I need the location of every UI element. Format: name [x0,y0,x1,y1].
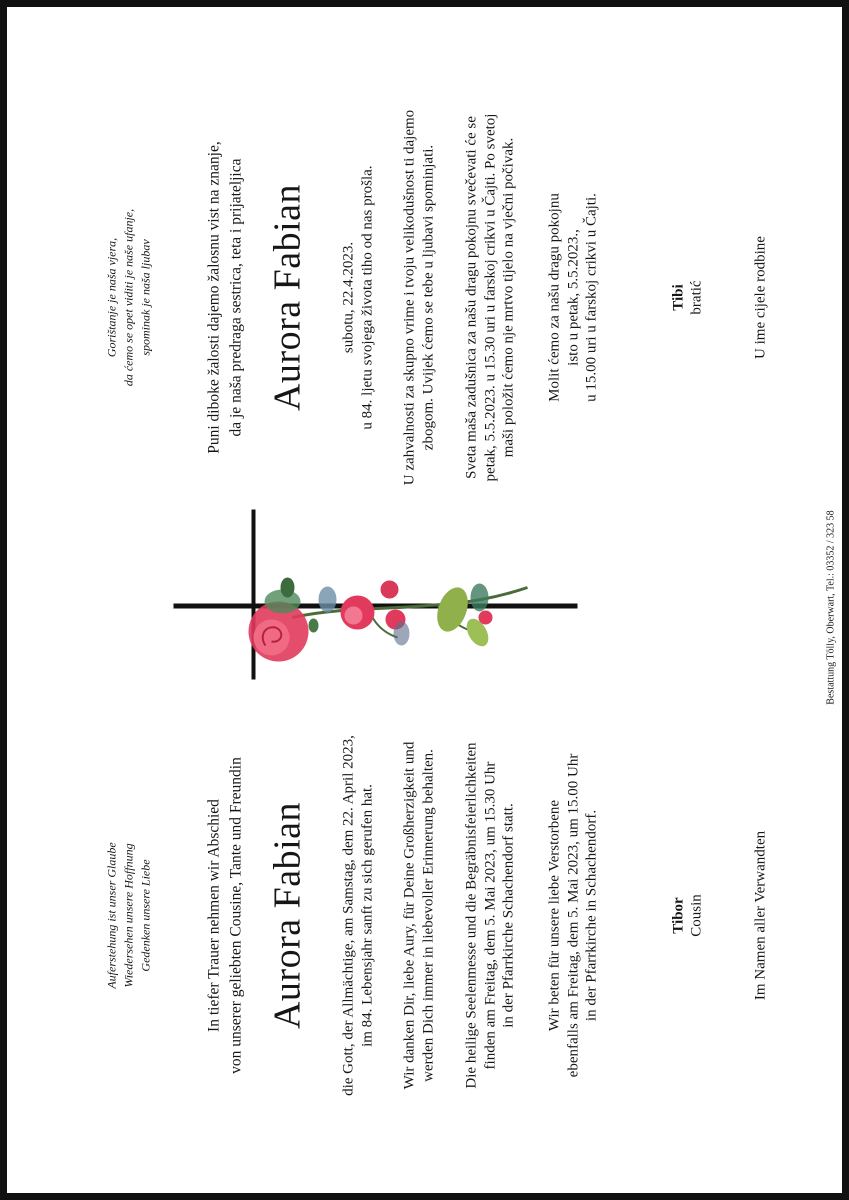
funeral-home-footer: Bestattung Tölly, Oberwart, Tel.: 03352 / 323 58 [825,509,836,705]
deceased-name-german: Aurora Fabian [266,801,308,1029]
text-line: im 84. Lebensjahr sanft zu sich gerufen hat. [358,783,375,1047]
croatian-death-notice [339,17,376,577]
german-motto [103,635,154,1195]
croatian-motto [103,17,154,577]
german-signature [669,635,705,1195]
signer-name: Tibi [670,283,686,311]
text-line: petak, 5.5.2023. u 15.30 uri u farskoj crikvi u Čajti. Po svetoj [481,113,498,481]
text-line: subotu, 22.4.2023. [340,241,356,353]
croatian-mass [462,17,518,577]
deceased-name-croatian: Aurora Fabian [266,183,308,411]
text-line: in der Pfarrkirche Schachendorf statt. [500,802,516,1028]
rotated-content [7,7,849,1200]
text-line: die Gott, der Allmächtige, am Samstag, dem 22. April 2023, [340,734,356,1096]
croatian-prayer [545,17,601,577]
text-line: in der Pfarrkirche in Schachendorf. [583,809,599,1021]
text-line: ebenfalls am Freitag, dem 5. Mai 2023, um 15.00 Uhr [564,753,581,1077]
intro-line: da je naša predraga sestrica, teta i prijateljica [227,158,244,436]
text-line: maši položit ćemo nje mrtvo tijelo na vječni počivak. [500,137,516,457]
text-line: isto u petak, 5.5.2023., [564,228,581,366]
motto-line: Gedenken unsere Liebe [138,858,152,972]
german-closing: Im Namen aller Verwandten [752,830,768,1000]
signer-role: Cousin [688,893,704,937]
intro-line: In tiefer Trauer nehmen wir Abschied [205,798,222,1032]
motto-line: da ćemo se opet viditi je naše ufanje, [121,208,135,386]
signer-name: Tibor [670,896,686,934]
text-line: u 15.00 uri u farskoj crikvi u Čajti. [583,192,599,402]
croatian-thanks [400,17,437,577]
motto-line: Gorištanje je naša vjera, [104,237,118,357]
text-line: u 84. ljetu svojega života tiho od nas prošla. [358,164,375,430]
text-line: Molit ćemo za našu dragu pokojnu [546,192,562,402]
motto-line: spominak je naša ljubav [138,238,152,356]
text-line: finden am Freitag, dem 5. Mai 2023, um 15.30 Uhr [481,761,498,1069]
motto-line: Wiedersehen unsere Hoffnung [121,842,135,988]
croatian-closing: U ime cijele rodbine [752,235,768,359]
text-line: werden Dich immer in liebevoller Erinnerung behalten. [419,748,436,1082]
text-line: U zahvalnosti za skupno vrime i tvoju velikodušnost ti dajemo [401,109,417,485]
croatian-intro [203,17,247,577]
intro-line: von unserer geliebten Cousine, Tante und Freundin [227,756,244,1074]
text-line: Die heilige Seelenmesse und die Begräbnisfeierlichkeiten [463,741,479,1089]
croatian-signature [669,17,705,577]
text-line: Wir danken Dir, liebe Aury, für Deine Großherzigkeit und [401,741,417,1089]
text-line: zbogom. Uvijek ćemo se tebe u ljubavi spominjati. [419,144,436,450]
motto-line: Auferstehung ist unser Glaube [104,841,118,989]
text-line: Wir beten für unsere liebe Verstorbene [546,799,562,1031]
signer-role: bratić [688,279,704,315]
rose-branch-icon [248,577,527,661]
intro-line: Puni diboke žalosti dajemo žalosnu vist na znanje, [205,140,222,454]
text-line: Sveta maša zadušnica za našu dragu pokojnu svečevati će se [463,115,479,479]
